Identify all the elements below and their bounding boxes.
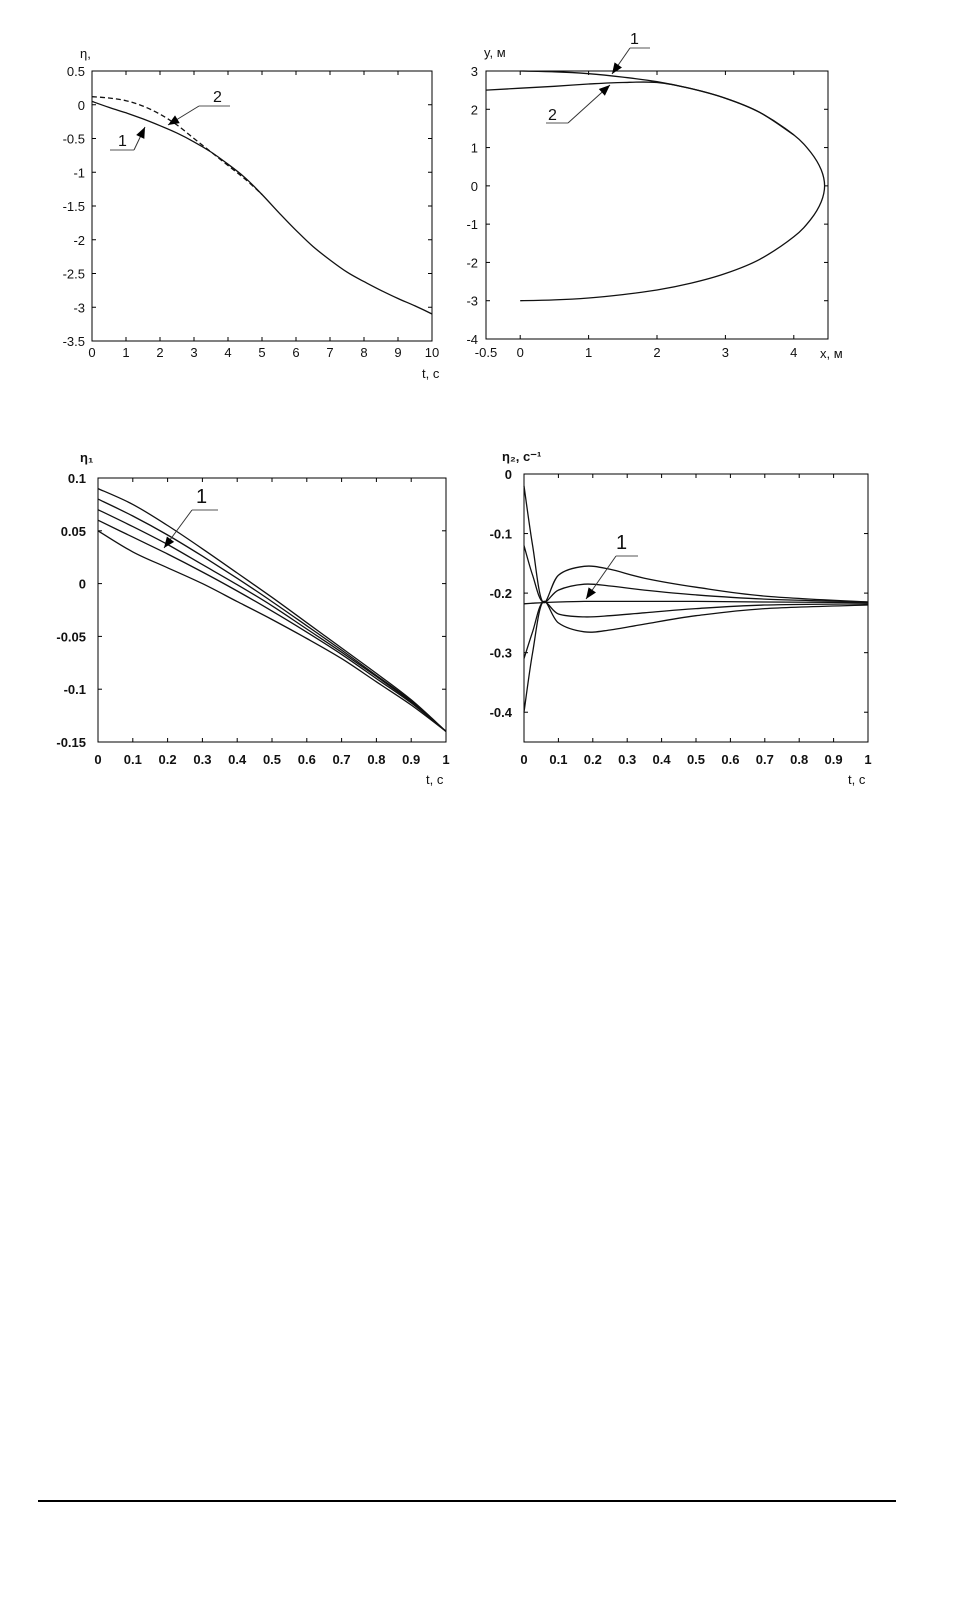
plot-frame: [98, 478, 446, 742]
y-tick-label: 0.5: [66, 64, 85, 79]
y-tick-label: -2.5: [62, 266, 85, 282]
x-tick-label: 1: [122, 345, 130, 360]
x-tick-label: 0.4: [228, 752, 247, 767]
y-axis-label: η₁: [80, 450, 94, 465]
chart-eta2-vs-t: [490, 449, 872, 787]
y-tick-label: -0.15: [56, 735, 86, 750]
y-tick-label: 0.1: [67, 471, 86, 486]
x-tick-label: 0: [88, 345, 96, 360]
x-tick-label: 4: [224, 345, 232, 360]
x-tick-label: 10: [424, 345, 440, 360]
chart-trajectory-xy: [466, 31, 842, 361]
y-axis-label: η₂, c⁻¹: [502, 449, 542, 464]
x-tick-label: 0.7: [755, 752, 774, 767]
callout-arrowhead: [586, 587, 596, 599]
x-tick-label: 0.2: [158, 752, 177, 767]
x-tick-label: 0.3: [193, 752, 212, 767]
x-tick-label: 0.8: [790, 752, 809, 767]
x-tick-label: 0.9: [402, 752, 421, 767]
curve-number-label: 1: [616, 532, 628, 554]
series-line-3: [524, 601, 868, 603]
y-tick-label: 0: [77, 97, 85, 113]
series-line-2: [486, 82, 794, 135]
y-tick-label: 0: [78, 576, 86, 592]
curve-number-label: 1: [196, 486, 208, 508]
y-tick-label: -2: [466, 255, 478, 271]
x-tick-label: 7: [326, 345, 334, 360]
x-tick-label: 0: [94, 752, 102, 767]
y-tick-label: -1: [73, 165, 85, 181]
y-axis-label: y, м: [484, 45, 506, 60]
y-tick-label: -4: [466, 332, 478, 347]
x-tick-label: -0.5: [474, 345, 498, 360]
x-tick-label: 5: [258, 345, 266, 360]
x-tick-label: 6: [292, 345, 300, 360]
y-axis-label: η,: [80, 46, 91, 61]
y-tick-label: -0.05: [56, 629, 86, 645]
series-line-5: [98, 531, 446, 732]
y-tick-label: 0.05: [60, 523, 86, 539]
curve-number-label: 2: [213, 89, 222, 106]
plot-frame: [92, 71, 432, 341]
y-tick-label: 3: [470, 64, 478, 79]
y-tick-label: -3: [73, 300, 85, 316]
x-tick-label: 1: [864, 752, 872, 767]
x-tick-label: 2: [653, 345, 661, 360]
x-tick-label: 0.4: [652, 752, 671, 767]
x-tick-label: 0: [520, 752, 528, 767]
y-tick-label: -2: [73, 232, 85, 248]
x-tick-label: 3: [190, 345, 198, 360]
y-tick-label: 2: [470, 102, 478, 118]
chart-eta1-vs-t: [56, 450, 449, 787]
x-tick-label: 0.6: [721, 752, 740, 767]
x-axis-label: t, c: [848, 772, 866, 787]
x-tick-label: 0.7: [332, 752, 351, 767]
y-tick-label: 1: [470, 140, 478, 156]
x-tick-label: 0.1: [549, 752, 568, 767]
series-line-1: [520, 71, 824, 301]
y-tick-label: -1.5: [62, 199, 85, 214]
x-tick-label: 0.5: [262, 752, 282, 767]
curve-number-label: 2: [548, 107, 557, 124]
x-tick-label: 0: [516, 345, 524, 360]
y-tick-label: -0.1: [63, 682, 86, 698]
x-tick-label: 4: [790, 345, 798, 360]
curve-number-label: 1: [118, 133, 127, 150]
x-tick-label: 0.9: [824, 752, 843, 767]
x-tick-label: 0.1: [123, 752, 142, 767]
x-tick-label: 0.8: [367, 752, 386, 767]
page-bottom-rule: [38, 1500, 896, 1502]
x-tick-label: 0.3: [618, 752, 637, 767]
callout-arrowhead: [612, 62, 622, 74]
series-line-4: [98, 520, 446, 731]
y-tick-label: -3: [466, 293, 478, 309]
series-line-2: [524, 546, 868, 603]
y-tick-label: -3.5: [62, 334, 85, 349]
series-line-3: [98, 510, 446, 732]
series-line-5: [524, 601, 868, 712]
y-tick-label: -0.5: [62, 131, 85, 147]
y-tick-label: -0.3: [489, 645, 512, 661]
x-tick-label: 3: [721, 345, 730, 360]
x-tick-label: 1: [584, 345, 593, 360]
x-tick-label: 2: [156, 345, 164, 360]
x-tick-label: 0.6: [297, 752, 316, 767]
series-line-2: [98, 499, 446, 731]
x-axis-label: t, c: [426, 772, 444, 787]
plot-frame: [486, 71, 828, 339]
x-tick-label: 9: [394, 345, 402, 360]
x-axis-label: x, м: [820, 346, 843, 361]
x-tick-label: 8: [360, 345, 368, 360]
x-tick-label: 0.5: [686, 752, 706, 767]
x-tick-label: 0.2: [583, 752, 602, 767]
y-tick-label: -0.4: [489, 705, 512, 721]
callout-arrowhead: [136, 127, 145, 139]
x-tick-label: 1: [442, 752, 450, 767]
y-tick-label: -0.2: [489, 586, 512, 602]
chart-eta-vs-t: [63, 46, 440, 381]
y-tick-label: 0: [470, 178, 478, 194]
y-tick-label: 0: [504, 467, 512, 482]
y-tick-label: -1: [466, 217, 478, 233]
x-axis-label: t, c: [422, 366, 440, 381]
curve-number-label: 1: [630, 31, 639, 48]
y-tick-label: -0.1: [489, 526, 512, 542]
